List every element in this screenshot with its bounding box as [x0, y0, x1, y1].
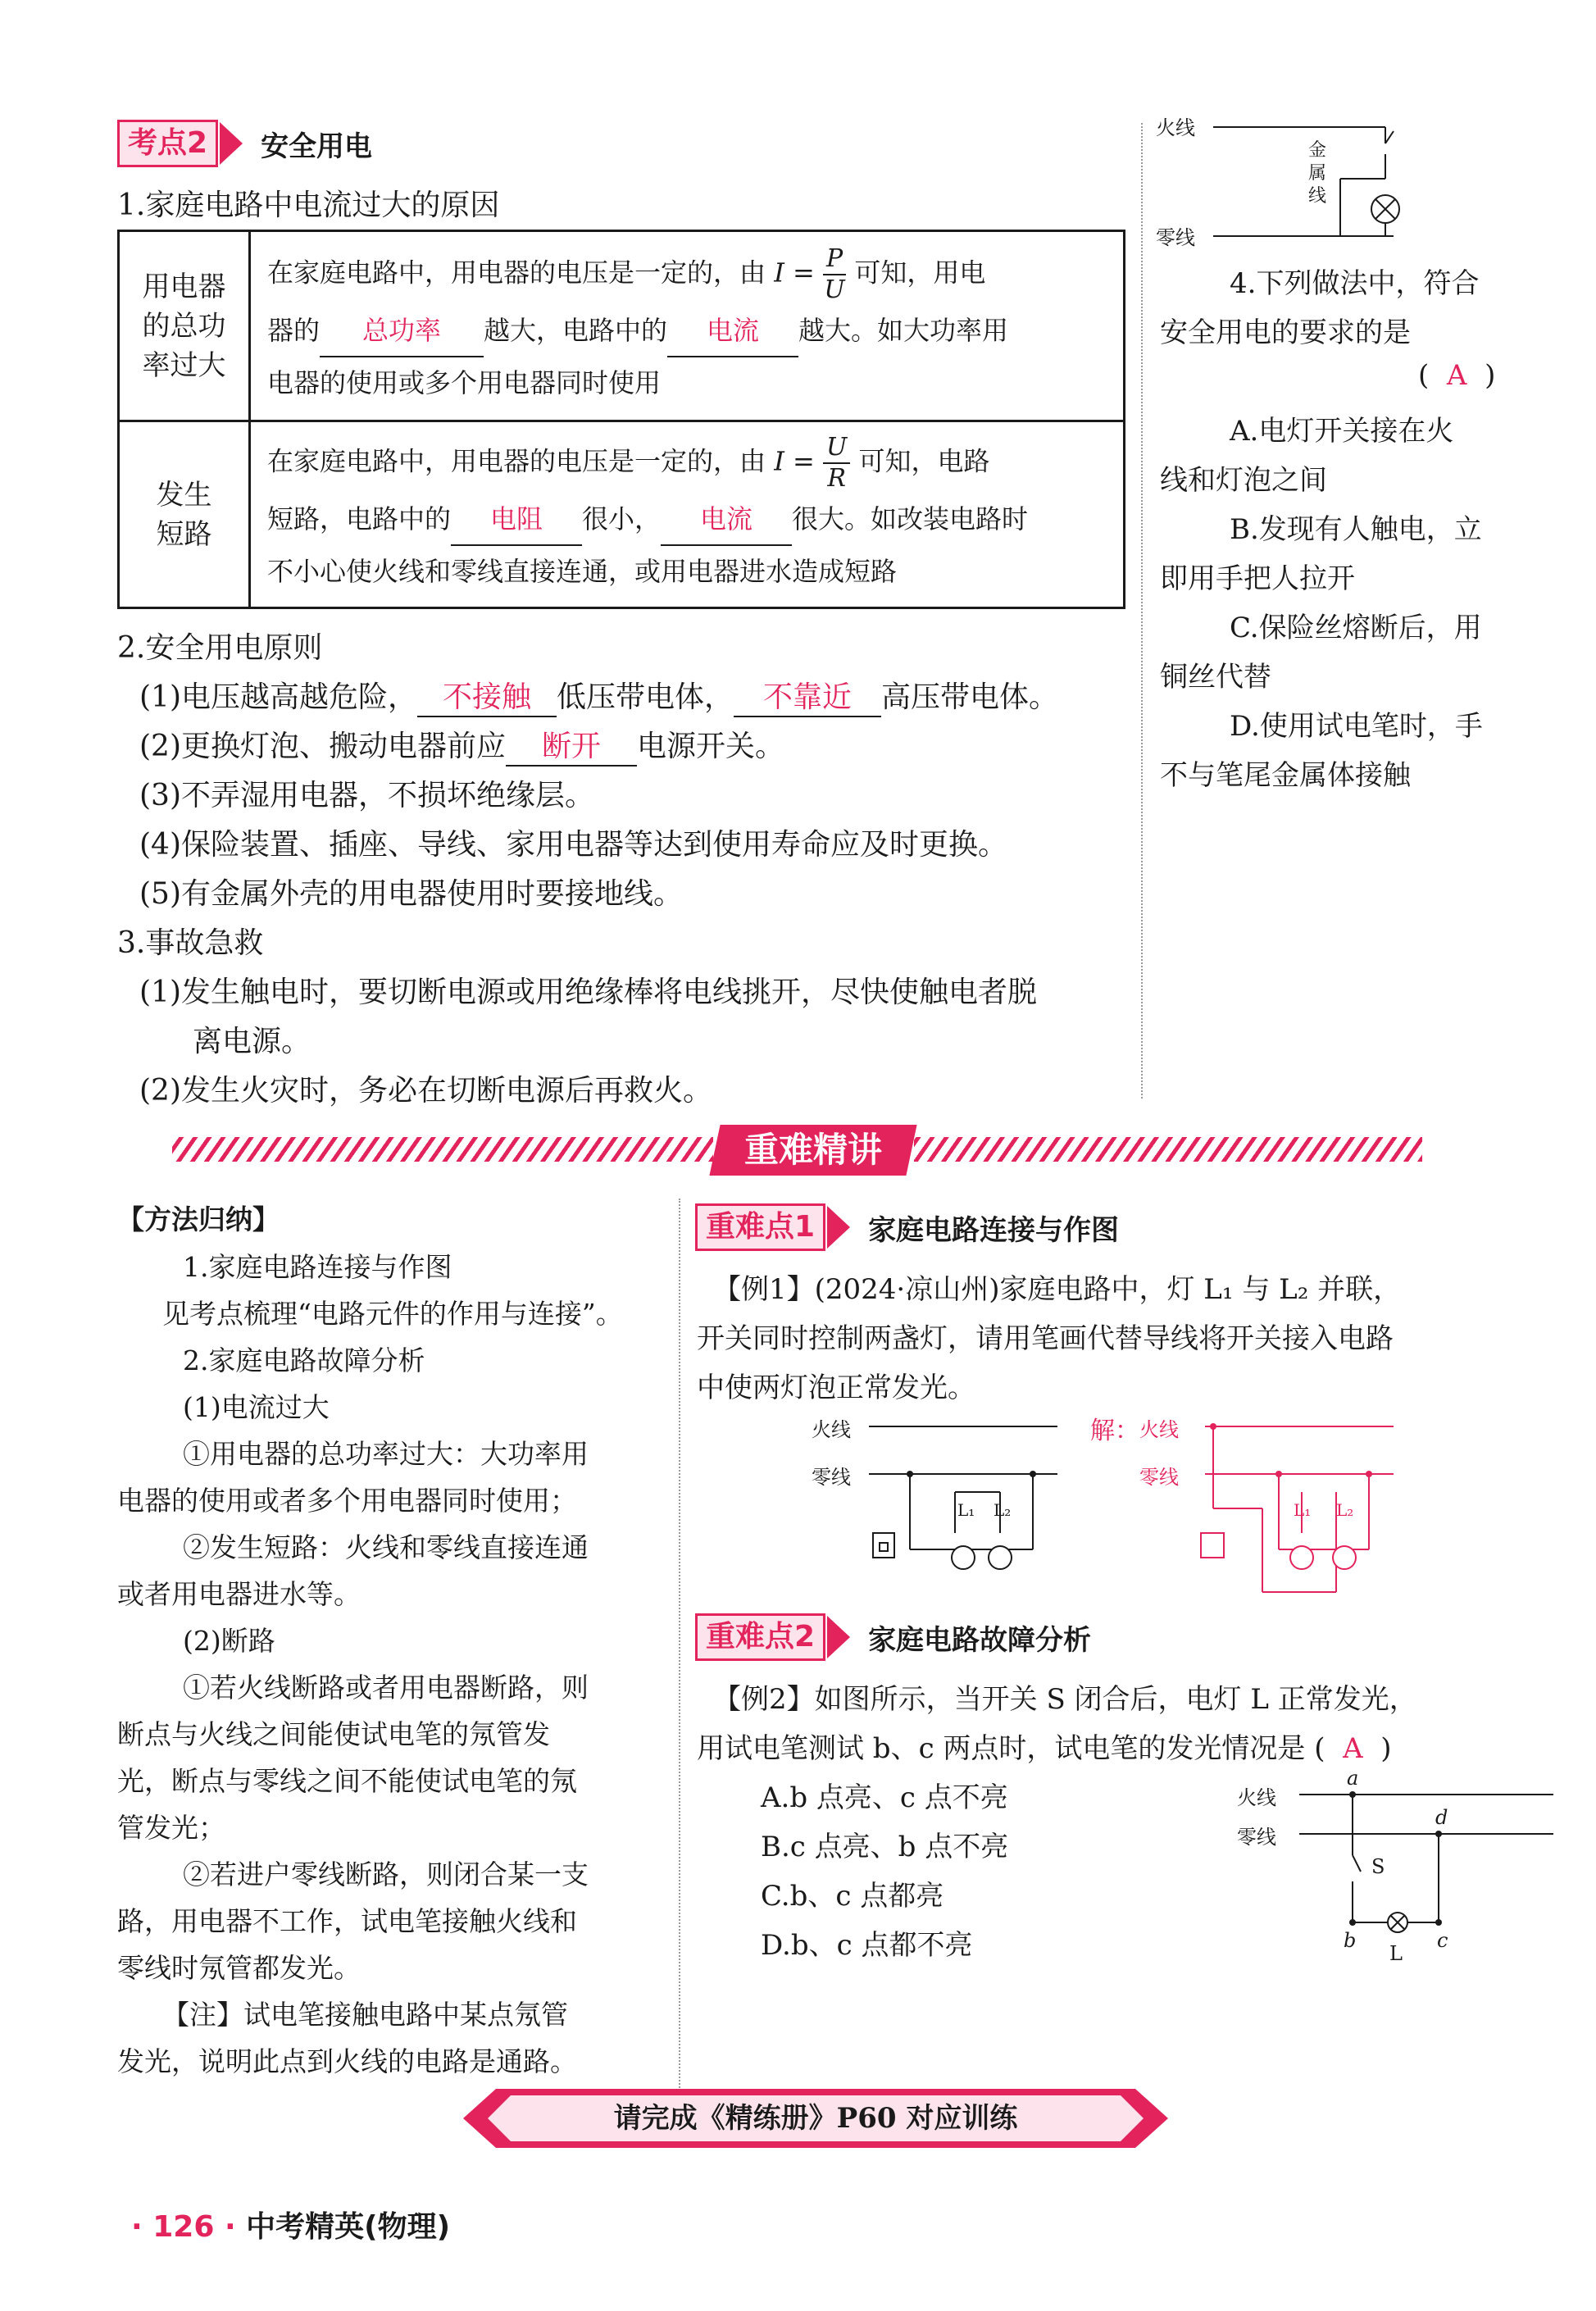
- point-b-label: b: [1344, 1929, 1357, 1952]
- key-point-2-tag: [695, 1613, 1091, 1661]
- q4-option: D.使用试电笔时，手: [1230, 710, 1483, 743]
- cause-text: 率过大: [142, 348, 226, 382]
- method-line: (1)电流过大: [183, 1391, 330, 1423]
- reason-text: 器的: [267, 314, 321, 346]
- fault-circuit-diagram: [1234, 1767, 1562, 1972]
- example-1-solution-figure: [1090, 1410, 1402, 1607]
- key-tag-label: 重难点2: [695, 1613, 825, 1661]
- q4-stem: 4.下列做法中，符合: [1230, 267, 1480, 300]
- reason-text: 不小心使火线和零线直接连通，或用电器进水造成短路: [267, 555, 898, 587]
- column-divider: [679, 1199, 680, 2100]
- side-figure: [1156, 98, 1500, 254]
- method-line: 光，断点与零线之间不能使试电笔的氖: [117, 1765, 577, 1797]
- q4-option-cont: 铜丝代替: [1160, 661, 1271, 694]
- metal-char: 属: [1308, 163, 1327, 184]
- reason-text: 短路，电路中的: [267, 503, 452, 535]
- method-line: 【注】试电笔接触电路中某点氖管: [162, 1999, 568, 2031]
- cause-table: [117, 230, 1125, 609]
- example-2-figure: [1234, 1767, 1562, 1972]
- lamp-2-label: L₂: [994, 1500, 1012, 1520]
- footer-banner: [463, 2089, 1168, 2148]
- method-line: 发光，说明此点到火线的电路是通路。: [117, 2045, 577, 2077]
- live-wire-label: 火线: [1156, 116, 1195, 139]
- live-wire-label: 火线: [1237, 1786, 1276, 1809]
- method-title: 【方法归纳】: [117, 1203, 280, 1235]
- reason-text: 可知，电路: [858, 445, 990, 476]
- answer-letter: A: [1446, 359, 1467, 392]
- method-line: (2)断路: [183, 1625, 275, 1657]
- example-2-cont: 用试电笔测试 b、c 两点时，试电笔的发光情况是 ( A ): [697, 1732, 1392, 1765]
- point-a-label: a: [1347, 1767, 1359, 1790]
- section-banner: [709, 1125, 916, 1176]
- example-2-text: 用试电笔测试 b、c 两点时，试电笔的发光情况是: [697, 1732, 1306, 1765]
- key-title: 家庭电路故障分析: [868, 1623, 1092, 1657]
- footer-banner-text: 请完成《精练册》P60 对应训练: [613, 2102, 1018, 2135]
- cause-cell: [119, 231, 250, 421]
- q4-option: C.保险丝熔断后，用: [1230, 612, 1482, 644]
- heading-2: 2.安全用电原则: [117, 631, 323, 665]
- switch-circuit-diagram: [1156, 98, 1500, 254]
- q4-answer: ( A ): [1418, 359, 1496, 392]
- point-c-label: c: [1437, 1929, 1448, 1952]
- lamp-2-label: L₂: [1336, 1500, 1354, 1520]
- heading-3: 3.事故急救: [117, 926, 264, 960]
- answer-letter: A: [1343, 1732, 1363, 1765]
- q4-option-cont: 即用手把人拉开: [1160, 562, 1355, 595]
- method-line: ②若进户零线断路，则闭合某一支: [183, 1858, 589, 1890]
- principle-3: (3)不弄湿用电器，不损坏绝缘层。: [139, 779, 594, 812]
- principle-text: (2)更换灯泡、搬动电器前应: [139, 730, 506, 763]
- reason-cell: [250, 421, 1125, 608]
- question-circuit-diagram: [812, 1410, 1074, 1599]
- reason-text: 在家庭电路中，用电器的电压是一定的，由: [267, 445, 766, 476]
- metal-char: 金: [1308, 140, 1327, 161]
- principle-text: 低压带电体，: [557, 680, 734, 714]
- method-line: 管发光；: [117, 1812, 225, 1844]
- answer-blank: 总功率: [320, 305, 484, 357]
- principle-text: 电源开关。: [637, 730, 785, 763]
- example-1-cont: 中使两灯泡正常发光。: [697, 1372, 975, 1404]
- neutral-wire-label: 零线: [812, 1466, 851, 1489]
- method-line: 电器的使用或者多个用电器同时使用；: [117, 1485, 577, 1517]
- table-row: [119, 231, 1125, 421]
- neutral-wire-label: 零线: [1139, 1466, 1179, 1489]
- example-2-option: B.c 点亮、b 点不亮: [761, 1831, 1009, 1863]
- banner-hatch-left: [172, 1137, 713, 1162]
- tag-arrow-icon: [220, 122, 243, 165]
- live-wire-label: 火线: [1139, 1418, 1179, 1441]
- cause-text: 用电器: [142, 270, 226, 303]
- lamp-1-label: L₁: [1294, 1500, 1312, 1520]
- page-number: 126: [152, 2210, 215, 2244]
- reason-text: 越大。如大功率用: [798, 314, 1009, 346]
- live-wire-label: 火线: [812, 1418, 851, 1441]
- q4-option: A.电灯开关接在火: [1230, 415, 1454, 448]
- answer-blank: 电流: [661, 494, 792, 546]
- heading-1: 1.家庭电路中电流过大的原因: [117, 189, 500, 222]
- example-2-option: C.b、c 点都亮: [761, 1880, 944, 1913]
- reason-cell: [250, 231, 1125, 421]
- principle-1: [139, 674, 1058, 717]
- lamp-label: L: [1389, 1942, 1403, 1965]
- neutral-wire-label: 零线: [1156, 226, 1195, 249]
- cause-text: 的总功: [142, 309, 226, 343]
- method-line: 1.家庭电路连接与作图: [183, 1251, 452, 1283]
- answer-blank: 断开: [506, 723, 637, 767]
- example-2-option: D.b、c 点都不亮: [761, 1929, 973, 1962]
- reason-text: 电器的使用或多个用电器同时使用: [267, 366, 662, 398]
- q4-option-cont: 不与笔尾金属体接触: [1160, 759, 1411, 792]
- method-line: 或者用电器进水等。: [117, 1578, 361, 1610]
- section-title: 安全用电: [261, 130, 373, 163]
- switch-label: S: [1371, 1855, 1385, 1878]
- method-line: 路，用电器不工作，试电笔接触火线和: [117, 1905, 577, 1937]
- reason-text: 越大，电路中的: [484, 314, 668, 346]
- q4-option: B.发现有人触电，立: [1230, 513, 1482, 546]
- formula-ohm: I = $\frac{U}{R}$: [774, 433, 850, 494]
- method-line: ②发生短路：火线和零线直接连通: [183, 1531, 589, 1563]
- book-title: 中考精英(物理): [246, 2210, 451, 2244]
- tag-arrow-icon: [827, 1616, 850, 1658]
- principle-4: (4)保险装置、插座、导线、家用电器等达到使用寿命应及时更换。: [139, 828, 1007, 862]
- column-divider: [1141, 123, 1143, 1099]
- cause-cell: [119, 421, 250, 608]
- lamp-1-label: L₁: [957, 1500, 975, 1520]
- rescue-2: (2)发生火灾时，务必在切断电源后再救火。: [139, 1074, 712, 1108]
- formula-power: I = $\frac{P}{U}$: [774, 243, 845, 304]
- key-title: 家庭电路连接与作图: [868, 1213, 1120, 1247]
- answer-blank: 不接触: [417, 674, 557, 717]
- method-line: 断点与火线之间能使试电笔的氖管发: [117, 1718, 550, 1750]
- banner-label: 重难精讲: [743, 1130, 882, 1170]
- q4-option-cont: 线和灯泡之间: [1160, 464, 1327, 497]
- method-line: ①用电器的总功率过大：大功率用: [183, 1438, 589, 1470]
- example-1-question-figure: [812, 1410, 1074, 1599]
- example-1: 【例1】(2024·凉山州)家庭电路中，灯 L₁ 与 L₂ 并联，: [713, 1273, 1402, 1306]
- reason-text: 在家庭电路中，用电器的电压是一定的，由: [267, 257, 766, 288]
- reason-text: 可知，用电: [854, 257, 986, 288]
- example-2: 【例2】如图所示，当开关 S 闭合后，电灯 L 正常发光，: [713, 1683, 1417, 1716]
- principle-5: (5)有金属外壳的用电器使用时要接地线。: [139, 877, 683, 911]
- table-row: [119, 421, 1125, 608]
- metal-char: 线: [1308, 186, 1327, 207]
- rescue-1-cont: 离电源。: [193, 1025, 311, 1058]
- answer-blank: 电流: [667, 305, 798, 357]
- solution-label: 解：: [1090, 1417, 1139, 1445]
- metal-wire-label: [1308, 139, 1328, 208]
- point-d-label: d: [1435, 1806, 1448, 1829]
- method-line: 零线时氖管都发光。: [117, 1952, 361, 1984]
- section-tag-label: 考点2: [117, 120, 218, 167]
- reason-text: 很小，: [582, 503, 662, 535]
- principle-2: [139, 723, 784, 767]
- principle-text: (1)电压越高越危险，: [139, 680, 417, 714]
- page-footer: · 126 · 中考精英(物理): [131, 2210, 451, 2244]
- example-2-option: A.b 点亮、c 点不亮: [761, 1781, 1008, 1814]
- key-point-1-tag: [695, 1203, 1119, 1251]
- banner-hatch-right: [914, 1137, 1422, 1162]
- section-tag: [117, 120, 372, 167]
- method-line: 2.家庭电路故障分析: [183, 1344, 425, 1376]
- answer-blank: 不靠近: [734, 674, 881, 717]
- method-line: 见考点梳理“电路元件的作用与连接”。: [162, 1298, 623, 1330]
- tag-arrow-icon: [827, 1206, 850, 1249]
- answer-blank: 电阻: [451, 494, 582, 546]
- reason-text: 很大。如改装电路时: [792, 503, 1029, 535]
- cause-text: 短路: [156, 517, 212, 551]
- rescue-1: (1)发生触电时，要切断电源或用绝缘棒将电线挑开，尽快使触电者脱: [139, 976, 1037, 1009]
- principle-text: 高压带电体。: [881, 680, 1059, 714]
- q4-stem-cont: 安全用电的要求的是: [1160, 316, 1411, 349]
- method-summary: [117, 1199, 675, 2087]
- cause-text: 发生: [156, 478, 212, 512]
- neutral-wire-label: 零线: [1237, 1826, 1276, 1849]
- key-tag-label: 重难点1: [695, 1203, 825, 1251]
- example-1-cont: 开关同时控制两盏灯，请用笔画代替导线将开关接入电路: [697, 1322, 1394, 1355]
- method-line: ①若火线断路或者用电器断路，则: [183, 1672, 589, 1704]
